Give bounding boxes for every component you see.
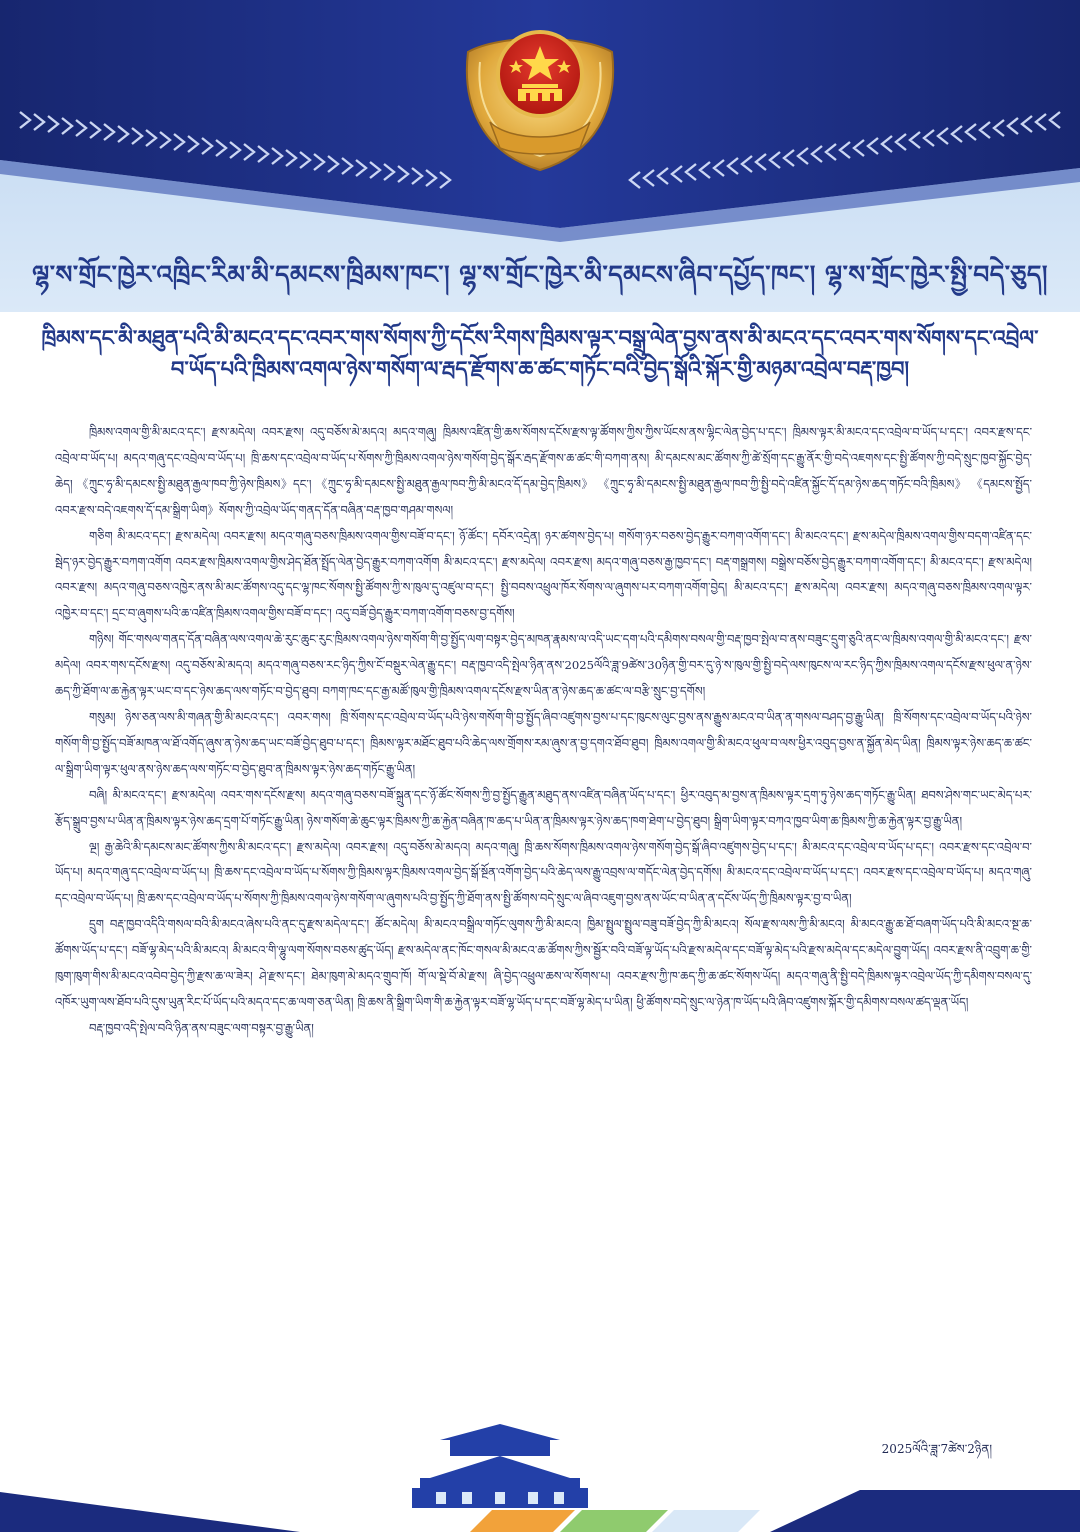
notice-date: 2025ལོའི་ཟླ་7ཚེས་2ཉིན། xyxy=(881,1442,992,1456)
footer-stripe-orange xyxy=(470,1510,575,1532)
footer-stripe-green xyxy=(560,1510,668,1532)
page-title: ལྷ་ས་གྲོང་ཁྱེར་འཁྲིང་རིམ་མི་དམངས་ཁྲིམས་ཁང་། ལྷ་ས་གྲོང་ཁྱེར་མི་དམངས་ཞིབ་དཔྱོད་ཁང་། ལྷ་ས་གྲོང་ཁྱེར་སྤྱི་བདེ་ཅུད། xyxy=(32,260,1048,289)
paragraph-intro: ཁྲིམས་འགལ་གྱི་མི་མངའ་དང་། རྫས་མདེལ། འབར་རྫས། འདུ་བཅོས་མེ་མདའ། མདའ་གཞུ། ཁྲིམས་འཛིན་གྱི་ཆས་སོགས་དངོས་རྫས་ལྟ་ཚོགས་ཀྱིས་ཀྱིས་ཡོངས་ནས་ལྷིང་ལེན་བྱེད་པ་དང་། ཁྲིམས་ལྟར་མི་མངའ་དང་འབྲེལ་བ་ཡོད་པ་དང་། འབར་རྫས་དང་འབྲེལ་བ་ཡོད་པ། མདའ་གཞུ་དང་འབྲེལ་བ་ཡོད་པ། ཁྲི་ཆས་དང་འབྲེལ་བ་ཡོད་པ་སོགས་ཀྱི་ཁྲིམས་འགལ་ཉེས་གསོག་བྱེད་སྒོར་རྦད་རྫོགས་ཆ་ཚང་གི་བཀག་ནས། མི་དམངས་མང་ཚོགས་ཀྱི་ཚེ་སྲོག་དང་རྒྱུ་ནོར་གྱི་བདེ་འཇགས་དང་སྤྱི་ཚོགས་ཀྱི་བདེ་སྲུང་ཁྱབ་སྐྱོང་བྱེད་ཆེད། 《ཀྲུང་ཧྭ་མི་དམངས་སྤྱི་མཐུན་རྒྱལ་ཁབ་ཀྱི་ཉེས་ཁྲིམས》དང་། 《ཀྲུང་ཧྭ་མི་དམངས་སྤྱི་མཐུན་རྒྱལ་ཁབ་ཀྱི་མི་མངའ་དོ་དམ་བྱེད་ཁྲིམས》 《ཀྲུང་ཧྭ་མི་དམངས་སྤྱི་མཐུན་རྒྱལ་ཁབ་ཀྱི་སྤྱི་བདེ་འཛིན་སྐྱོང་དོ་དམ་ཉེས་ཆད་གཏོང་བའི་ཁྲིམས》 《དམངས་སྤྱོད་འབར་རྫས་བདེ་འཇགས་དོ་དམ་སྒྲིག་ཡིག》སོགས་ཀྱི་འབྲེལ་ཡོད་གནད་དོན་བཞིན་བརྡ་ཁྱབ་གཤམ་གསལ། xyxy=(55,425,1032,517)
notice-body xyxy=(55,420,1032,1042)
footer-banner xyxy=(0,1420,1080,1532)
paragraph-1: གཅིག མི་མངའ་དང་། རྫས་མདེལ། འབར་རྫས། མདའ་གཞུ་བཅས་ཁྲིམས་འགལ་གྱིས་བཟོ་བ་དང་། ཉོ་ཚོང་། དབོར་འདྲེན། ཉར་ཚགས་བྱེད་པ། གསོག་ཉར་བཅས་བྱེད་རྒྱུར་བཀག་འགོག་དང་། མི་མངའ་དང་། རྫས་མདེལ་ཁྲིམས་འགལ་གྱིས་བདག་འཛིན་དང་སྦེད་ཉར་བྱེད་རྒྱུར་བཀག་འགོག འབར་རྫས་ཁྲིམས་འགལ་གྱིས་ཤེད་ཐོན་སྤྲོད་ལེན་བྱེད་རྒྱུར་བཀག་འགོག མི་མངའ་དང་། རྫས་མདེལ། འབར་རྫས། མདའ་གཞུ་བཅས་རྒྱ་ཁྱབ་དང་། བརྡ་གསྒྲགས། བསྒྲེས་བཅོས་བྱེད་རྒྱུར་བཀག་འགོག་དང་། མི་མངའ་དང་། རྫས་མདེལ། འབར་རྫས། མདའ་གཞུ་བཅས་འཁྱེར་ནས་མི་མང་ཚོགས་འདུ་དང་ལྷ་ཁང་སོགས་སྤྱི་ཚོགས་ཀྱི་ས་ཁུལ་དུ་འཛུལ་བ་དང་། སྤྱི་བབས་འཕྲུལ་ཁོར་སོགས་ལ་ཞུགས་པར་བཀག་འགོག་བྱེད། མི་མངའ་དང་། རྫས་མདེལ། འབར་རྫས། མདའ་གཞུ་བཅས་ཁྲིམས་འགལ་ལྟར་འཁྱེར་བ་དང་། དྲང་བ་ཞུགས་པའི་ཆ་འཛིན་ཁྲིམས་འགལ་གྱིས་བཟོ་བ་དང་། འདུ་བཟོ་བྱེད་རྒྱུར་བཀག་འགོག་བཅས་བྱ་དགོས། xyxy=(55,528,1032,621)
notice-subtitle: ཁྲིམས་དང་མི་མཐུན་པའི་མི་མངའ་དང་འབར་གས་སོགས་ཀྱི་དངོས་རིགས་ཁྲིམས་ལྟར་བསྒྲུ་ལེན་བྱས་ནས་མི་མངའ་དང་འབར་གས་སོགས་དང་འབྲེལ་བ་ཡོད་པའི་ཁྲིམས་འགལ་ཉེས་གསོག་ལ་རྦད་རྫོགས་ཆ་ཚང་གཏོང་བའི་བྱེད་སྒོའི་སྐོར་གྱི་མཉམ་འབྲེལ་བརྡ་ཁྱབ། xyxy=(41,325,1039,381)
tiananmen-building-icon xyxy=(412,1424,588,1508)
footer-stripe-light xyxy=(652,1510,760,1532)
footer-background xyxy=(0,1420,1080,1532)
paragraph-3: གསུམ། ཉེས་ཅན་ལས་མི་གཞན་གྱི་མི་མངའ་དང་། འབར་གས། ཁྲི་སོགས་དང་འབྲེལ་བ་ཡོད་པའི་ཉེས་གསོག་གི་བྱ་སྤྱོད་ཞིབ་འཛུགས་བྱས་པ་དང་ཁུངས་ལུང་བྱས་ནས་རྒྱུས་མངའ་བ་ཡིན་ན་གསལ་བཤད་བྱ་རྒྱུ་ཡིན། ཁྲི་སོགས་དང་འབྲེལ་བ་ཡོད་པའི་ཉེས་གསོག་གི་བྱ་སྤྱོད་བཟོ་མཁན་ལ་ཐོ་འགོད་ཞུས་ན་ཉེས་ཆད་ཡང་བཟོ་བྱེད་ཐུབ་པ་དང་། ཁྲིམས་ལྟར་མཐོང་ཐུབ་པའི་ཆེད་ལས་གྲོགས་རམ་ཞུས་ན་བྱ་དགའ་ཐོབ་ཐུབ། ཁྲིམས་འགལ་གྱི་མི་མངའ་ཕུལ་བ་ལས་ཕྱིར་འབུད་བྱས་ན་སྐྱོན་མེད་ཡིན། ཁྲིམས་ལྟར་ཉེས་ཆད་ཆ་ཚང་ལ་སྒྲིག་ཡིག་ལྟར་ཕུལ་ནས་ཉེས་ཆད་ལས་གཏོང་བ་བྱེད་ཐུབ་ན་ཁྲིམས་ལྟར་ཉེས་ཆད་གཏོང་རྒྱུ་ཡིན། xyxy=(55,709,1032,776)
header-banner xyxy=(0,0,1080,312)
paragraph-6: དྲུག བརྡ་ཁྱབ་འདིའི་གསལ་བའི་མི་མངའ་ཞེས་པའི་ནང་དུ་རྫས་མདེལ་དང་། ཚོང་མདེལ། མི་མངའ་བསྒྲིལ་གཏོང་ལུགས་ཀྱི་མི་མངའ། ཁྱིམ་སྤྲུལ་སྤྲུལ་བཟུ་བཟོ་བྱེད་ཀྱི་མི་མངའ། སོལ་རྫས་ལས་ཀྱི་མི་མངའ། མི་མངའ་རྒྱུ་ཆ་ཐོ་བཞག་ཡོད་པའི་མི་མངའ་སྔ་ཆ་ཚོགས་ཡོད་པ་དང་། བཟོ་ལྷ་མེད་པའི་མི་མངའ། མི་མངའ་གི་ལྷུ་ལག་སོགས་བཅས་ཚུད་ཡོད། རྫས་མདེལ་ནང་ཁོང་གསལ་མི་མངའ་ཆ་ཚོགས་ཀྱིས་སྦྱོར་བའི་བཟོ་ལྟ་ཡོད་པའི་རྫས་མདེལ་དང་བཟོ་ལྟ་མེད་པའི་རྫས་མདེལ་དང་མདེལ་བྱུག་ཡོད། འབར་རྫས་ནི་འབྲུག་ཆ་གྱི་ཁུག་ཁུག་གིས་མི་མངའ་འབེབ་བྱེད་ཀྱི་རྫས་ཆ་ལ་ཟེར། ཤེ་རྫས་དང་། ཐེམ་ཁུག་མེ་མདའ་གྲུབ་ཁོ། གོ་ལ་སྡེ་བོ་མེ་རྫས། ཞི་བྱེད་འཕྲུལ་ཆས་ལ་སོགས་པ། འབར་རྫས་ཀྱི་ཁ་ཆད་ཀྱི་ཆ་ཚང་སོགས་ཡོད། མདའ་གཞུ་ནི་སྤྱི་བདེ་ཁྲིམས་ལྟར་འབྲེལ་ཡོད་ཀྱི་དམིགས་བསལ་དུ་འཁོར་ཡུག་ལས་ཐོབ་པའི་དུས་ཡུན་རིང་པོ་ཡོད་པའི་མདའ་དང་ཆ་ལག་ཅན་ཡིན། ཁྲི་ཆས་ནི་སྒྲིག་ཡིག་གི་ཆ་རྐྱེན་ལྟར་བཟོ་ལྷ་ཡོད་པ་དང་བཟོ་ལྷ་མེད་པ་ཡིན། ཕྱི་ཚོགས་བདེ་སྲུང་ལ་ཉེན་ཁ་ཡོད་པའི་ཞིབ་འཛུགས་སྐོར་གྱི་དམིགས་བསལ་ཚད་ལྡན་ཡོད། xyxy=(55,917,1032,1009)
paragraph-5: ལྔ། རྒྱ་ཆེའི་མི་དམངས་མང་ཚོགས་ཀྱིས་མི་མངའ་དང་། རྫས་མདེལ། འབར་རྫས། འདུ་བཅོས་མེ་མདའ། མདའ་གཞུ། ཁྲི་ཆས་སོགས་ཁྲིམས་འགལ་ཉེས་གསོག་བྱེད་སྒོ་ཞིབ་འཛུགས་བྱེད་པ་དང་། མི་མངའ་དང་འབྲེལ་བ་ཡོད་པ་དང་། འབར་རྫས་དང་འབྲེལ་བ་ཡོད་པ། མདའ་གཞུ་དང་འབྲེལ་བ་ཡོད་པ། ཁྲི་ཆས་དང་འབྲེལ་བ་ཡོད་པ་སོགས་ཀྱི་ཁྲིམས་ལྟར་ཁྲིམས་འགལ་བྱེད་སྒོ་སྔོན་འགོག་བྱེད་པའི་ཆེད་ལས་རྒྱུ་འབྲས་ལ་གདོང་ལེན་བྱེད་དགོས། མི་མངའ་དང་འབྲེལ་བ་ཡོད་པ་དང་། འབར་རྫས་དང་འབྲེལ་བ་ཡོད་པ། མདའ་གཞུ་དང་འབྲེལ་བ་ཡོད་པ། ཁྲི་ཆས་དང་འབྲེལ་བ་ཡོད་པ་སོགས་ཀྱི་ཁྲིམས་འགལ་ཉེས་གསོག་ལ་ཞུགས་པའི་བྱ་སྤྱོད་ཀྱི་ཐོག་ནས་སྤྱི་ཚོགས་བདེ་སྲུང་ལ་ཞིབ་འཇུག་བྱས་ནས་ཡོང་བ་ཡིན་ན་དངོས་ཡོད་ཀྱི་ཁྲིམས་ལྟར་བྱ་བ་ཡིན། xyxy=(55,839,1032,906)
paragraph-2: གཉིས། གོང་གསལ་གནད་དོན་བཞིན་ལས་འགལ་ཆེ་རུང་ཆུང་རུང་ཁྲིམས་འགལ་ཉེས་གསོག་གི་བྱ་སྤྱོད་ལག་བསྟར་བྱེད་མཁན་རྣམས་ལ་འདི་ཡང་དག་པའི་དམིགས་བསལ་གྱི་བརྡ་ཁྱབ་སྤེལ་བ་ནས་བཟུང་དྲུག་ཅུའི་ནང་ལ་ཁྲིམས་འགལ་གྱི་མི་མངའ་དང་། རྫས་མདེལ། འབར་གས་དངོས་རྫས། འདུ་བཅོས་མེ་མདའ། མདའ་གཞུ་བཅས་རང་ཉིད་ཀྱིས་ངོ་བསྡུར་ལེན་རྒྱུ་དང་། བརྡ་ཁྱབ་འདི་སྤེལ་ཉིན་ནས་2025ལོའི་ཟླ་9ཚེས་30ཉིན་གྱི་བར་དུ་ཉེ་ས་ཁུལ་གྱི་སྤྱི་བདེ་ལས་ཁུངས་ལ་རང་ཉིད་ཀྱིས་ཁྲིམས་འགལ་དངོས་རྫས་ཕུལ་ན་ཉེས་ཆད་ཀྱི་ཐོག་ལ་ཆ་རྐྱེན་ལྟར་ཡང་བ་དང་ཉེས་ཆད་ལས་གཏོང་བ་བྱེད་ཐུབ། བཀག་ཁང་དང་རྒྱ་མཚོ་ཁུལ་གྱི་ཁྲིམས་འགལ་དངོས་རྫས་ཡིན་ན་ཉེས་ཆད་ཆ་ཚང་ལ་བརྩི་སྲུང་བྱ་དགོས། xyxy=(55,632,1032,699)
paragraph-closing: བརྡ་ཁྱབ་འདི་སྤེལ་བའི་ཉིན་ནས་བཟུང་ལག་བསྟར་བྱ་རྒྱུ་ཡིན། xyxy=(89,1020,314,1035)
paragraph-4: བཞི། མི་མངའ་དང་། རྫས་མདེལ། འབར་གས་དངོས་རྫས། མདའ་གཞུ་བཅས་བཟོ་སྐྲུན་དང་ཉོ་ཚོང་སོགས་ཀྱི་བྱ་སྤྱོད་རྒྱུན་མཐུད་ནས་འཛིན་བཞིན་ཡོད་པ་དང་། ཕྱིར་འབུད་མ་བྱས་ན་ཁྲིམས་ལྟར་དྲག་ཏུ་ཉེས་ཆད་གཏོང་རྒྱུ་ཡིན། ཐབས་ཤེས་གང་ཡང་མེད་པར་རྩོད་སྒྲུབ་བྱས་པ་ཡིན་ན་ཁྲིམས་ལྟར་ཉེས་ཆད་དྲག་པོ་གཏོང་རྒྱུ་ཡིན། ཉེས་གསོག་ཆེ་ཆུང་ལྟར་ཁྲིམས་ཀྱི་ཆ་རྐྱེན་བཞིན་ཁ་ཆད་པ་ཡིན་ན་ཁྲིམས་ལྟར་ཉེས་ཆད་ཁག་ཐེག་པ་བྱེད་ཐུབ། སྒྲིག་ཡིག་ལྟར་བཀའ་ཁྱབ་ཡིག་ཆ་ཁྲིམས་ཀྱི་ཆ་རྐྱེན་ལྟར་བྱ་རྒྱུ་ཡིན། xyxy=(55,787,1032,828)
